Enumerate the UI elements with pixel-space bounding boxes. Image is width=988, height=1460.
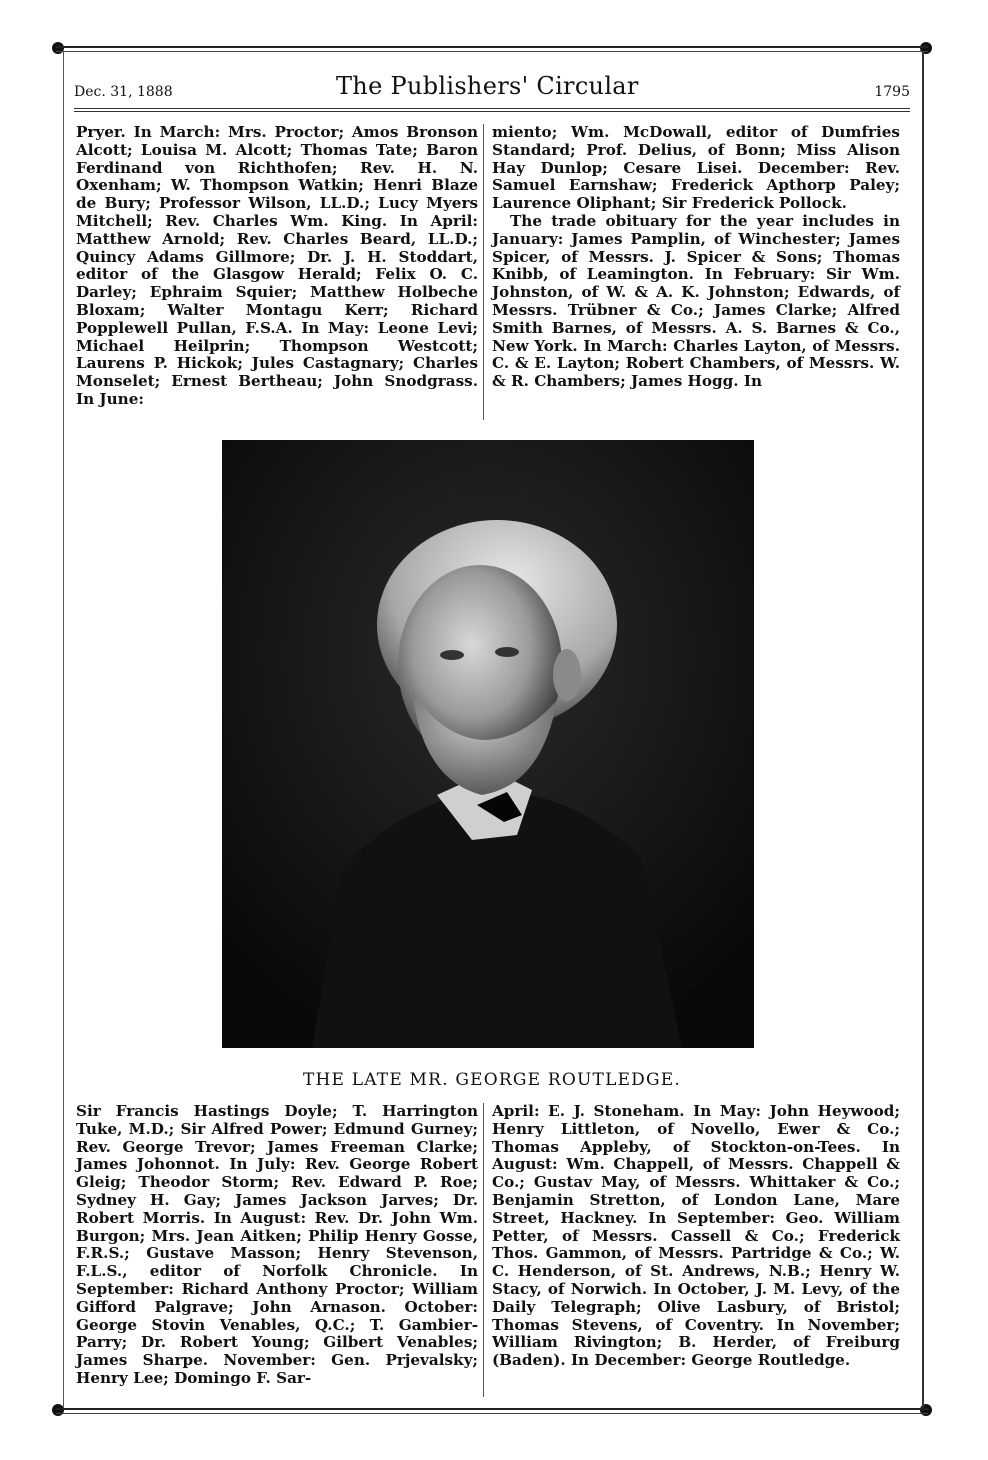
column-divider-top [483, 124, 484, 420]
top-right-column [492, 124, 900, 391]
page-number: 1795 [874, 84, 910, 100]
portrait-image [222, 440, 754, 1048]
top-left-column [76, 124, 478, 409]
paragraph: April: E. J. Stoneham. In May: John Heywood; Henry Littleton, of Novello, Ewer & Co.; Thomas Appleby, of Stockton-on-Tees. In August: Wm. Chappell, of Messrs. Chappell & Co.; Gustav May, of Messrs. Whittaker & Co.; Benjamin Stretton, of London Lane, Mare Street, Hackney. In September: Geo. William Petter, of Messrs. Cassell & Co.; Frederick Thos. Gammon, of Messrs. Partridge & Co.; W. C. Henderson, of St. Andrews, N.B.; Henry W. Stacy, of Norwich. In October, J. M. Levy, of the Daily Telegraph; Olive Lasbury, of Bristol; Thomas Stevens, of Coventry. In November; William Rivington; B. Herder, of Freiburg (Baden). In December: George Routledge. [492, 1102, 900, 1370]
publication-title: The Publishers' Circular [336, 72, 639, 100]
column-divider-bottom [483, 1103, 484, 1397]
bottom-border-rule-inner [56, 1413, 928, 1414]
page-header [74, 72, 910, 102]
portrait-caption: THE LATE MR. GEORGE ROUTLEDGE. [302, 1070, 682, 1090]
bottom-right-column [492, 1103, 900, 1370]
header-rule [74, 108, 910, 109]
paragraph: The trade obituary for the year includes in January: James Pamplin, of Winchester; James Spicer, of Messrs. J. Spicer & Sons; Thomas Knibb, of Leamington. In February: Sir Wm. Johnston, of W. & A. K. Johnston; Edwards, of Messrs. Trübner & Co.; James Clarke; Alfred Smith Barnes, of Messrs. A. S. Barnes & Co., New York. In March: Charles Layton, of Messrs. C. & E. Layton; Robert Chambers, of Messrs. W. & R. Chambers; James Hogg. In [492, 211, 900, 391]
right-border-rule [922, 52, 924, 1408]
left-border-rule [63, 52, 64, 1408]
paragraph: miento; Wm. McDowall, editor of Dumfries Standard; Prof. Delius, of Bonn; Miss Alison Hay Dunlop; Cesare Lisei. December: Rev. Samuel Earnshaw; Frederick Apthorp Paley; Laurence Oliphant; Sir Frederick Pollock. [492, 123, 900, 213]
portrait-photo-icon [222, 440, 754, 1048]
paragraph: Pryer. In March: Mrs. Proctor; Amos Bronson Alcott; Louisa M. Alcott; Thomas Tate; Baron Ferdinand von Richthofen; Rev. H. N. Oxenham; W. Thompson Watkin; Henri Blaze de Bury; Professor Wilson, LL.D.; Lucy Myers Mitchell; Rev. Charles Wm. King. In April: Matthew Arnold; Rev. Charles Beard, LL.D.; Quincy Adams Gillmore; Dr. J. H. Stoddart, editor of the Glasgow Herald; Felix O. C. Darley; Ephraim Squier; Matthew Holbeche Bloxam; Walter Montagu Kerr; Richard Popplewell Pullan, F.S.A. In May: Leone Levi; Michael Heilprin; Thompson Westcott; Laurens P. Hickok; Jules Castagnary; Charles Monselet; Ernest Bertheau; John Snodgrass. In June: [76, 123, 478, 408]
top-border-rule-inner [56, 51, 928, 52]
header-rule-inner [74, 111, 910, 112]
header-date: Dec. 31, 1888 [74, 84, 173, 100]
bottom-border-rule [56, 1408, 928, 1410]
bottom-left-column [76, 1103, 478, 1388]
paragraph: Sir Francis Hastings Doyle; T. Harrington Tuke, M.D.; Sir Alfred Power; Edmund Gurney; Rev. George Trevor; James Freeman Clarke; James Johonnot. In July: Rev. George Robert Gleig; Theodor Storm; Rev. Edward P. Roe; Sydney H. Gay; James Jackson Jarves; Dr. Robert Morris. In August: Rev. Dr. John Wm. Burgon; Mrs. Jean Aitken; Philip Henry Gosse, F.R.S.; Gustave Masson; Henry Stevenson, F.L.S., editor of Norfolk Chronicle. In September: Richard Anthony Proctor; William Gifford Palgrave; John Arnason. October: George Stovin Venables, Q.C.; T. Gambier-Parry; Dr. Robert Young; Gilbert Venables; James Sharpe. November: Gen. Prjevalsky; Henry Lee; Domingo F. Sar- [76, 1102, 478, 1387]
top-border-rule [56, 46, 928, 48]
